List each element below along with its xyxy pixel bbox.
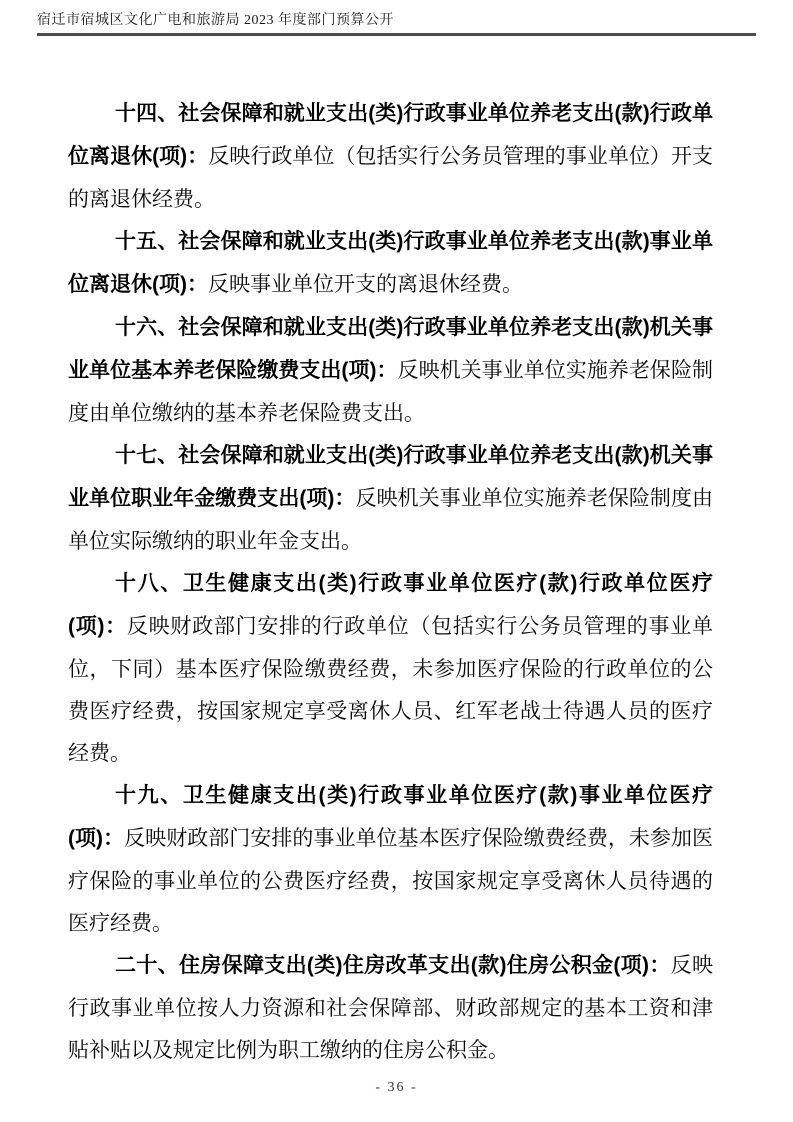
paragraph-15 [68,220,713,306]
paragraph-17 [68,434,713,562]
paragraph-14-body: 反映行政单位（包括实行公务员管理的事业单位）开支的离退休经费。 [68,144,713,211]
paragraph-20 [68,944,713,1071]
paragraph-18 [68,562,713,774]
paragraph-16-body: 反映机关事业单位实施养老保险制度由单位缴纳的基本养老保险费支出。 [68,358,713,425]
document-body [68,92,713,1071]
page-number: - 36 - [375,1080,418,1095]
paragraph-17-body: 反映机关事业单位实施养老保险制度由单位实际缴纳的职业年金支出。 [68,486,713,553]
paragraph-18-body: 反映财政部门安排的行政单位（包括实行公务员管理的事业单位，下同）基本医疗保险缴费经费，未参加医疗保险的行政单位的公费医疗经费，按国家规定享受离休人员、红军老战士待遇人员的医疗经费。 [68,614,713,765]
paragraph-19-lead: 十九、卫生健康支出(类)行政事业单位医疗(款)事业单位医疗(项)： [68,784,713,850]
paragraph-17-lead: 十七、社会保障和就业支出(类)行政事业单位养老支出(款)机关事业单位职业年金缴费支出(项)： [68,444,713,510]
page-footer [0,1078,793,1096]
paragraph-14-lead: 十四、社会保障和就业支出(类)行政事业单位养老支出(款)行政单位离退休(项)： [68,102,713,168]
paragraph-20-body: 反映行政事业单位按人力资源和社会保障部、财政部规定的基本工资和津贴补贴以及规定比例为职工缴纳的住房公积金。 [68,953,713,1062]
paragraph-19 [68,774,713,944]
paragraph-20-lead: 二十、住房保障支出(类)住房改革支出(款)住房公积金(项)： [115,954,671,977]
paragraph-18-lead: 十八、卫生健康支出(类)行政事业单位医疗(款)行政单位医疗(项)： [68,572,713,638]
paragraph-15-body: 反映事业单位开支的离退休经费。 [208,272,523,296]
page-header [37,9,756,36]
paragraph-16 [68,306,713,434]
paragraph-14 [68,92,713,220]
paragraph-15-lead: 十五、社会保障和就业支出(类)行政事业单位养老支出(款)事业单位离退休(项)： [68,230,713,296]
header-title: 宿迁市宿城区文化广电和旅游局 2023 年度部门预算公开 [37,13,394,28]
paragraph-19-body: 反映财政部门安排的事业单位基本医疗保险缴费经费，未参加医疗保险的事业单位的公费医疗经费，按国家规定享受离休人员待遇的医疗经费。 [68,826,713,935]
paragraph-16-lead: 十六、社会保障和就业支出(类)行政事业单位养老支出(款)机关事业单位基本养老保险缴费支出(项)： [68,316,713,382]
